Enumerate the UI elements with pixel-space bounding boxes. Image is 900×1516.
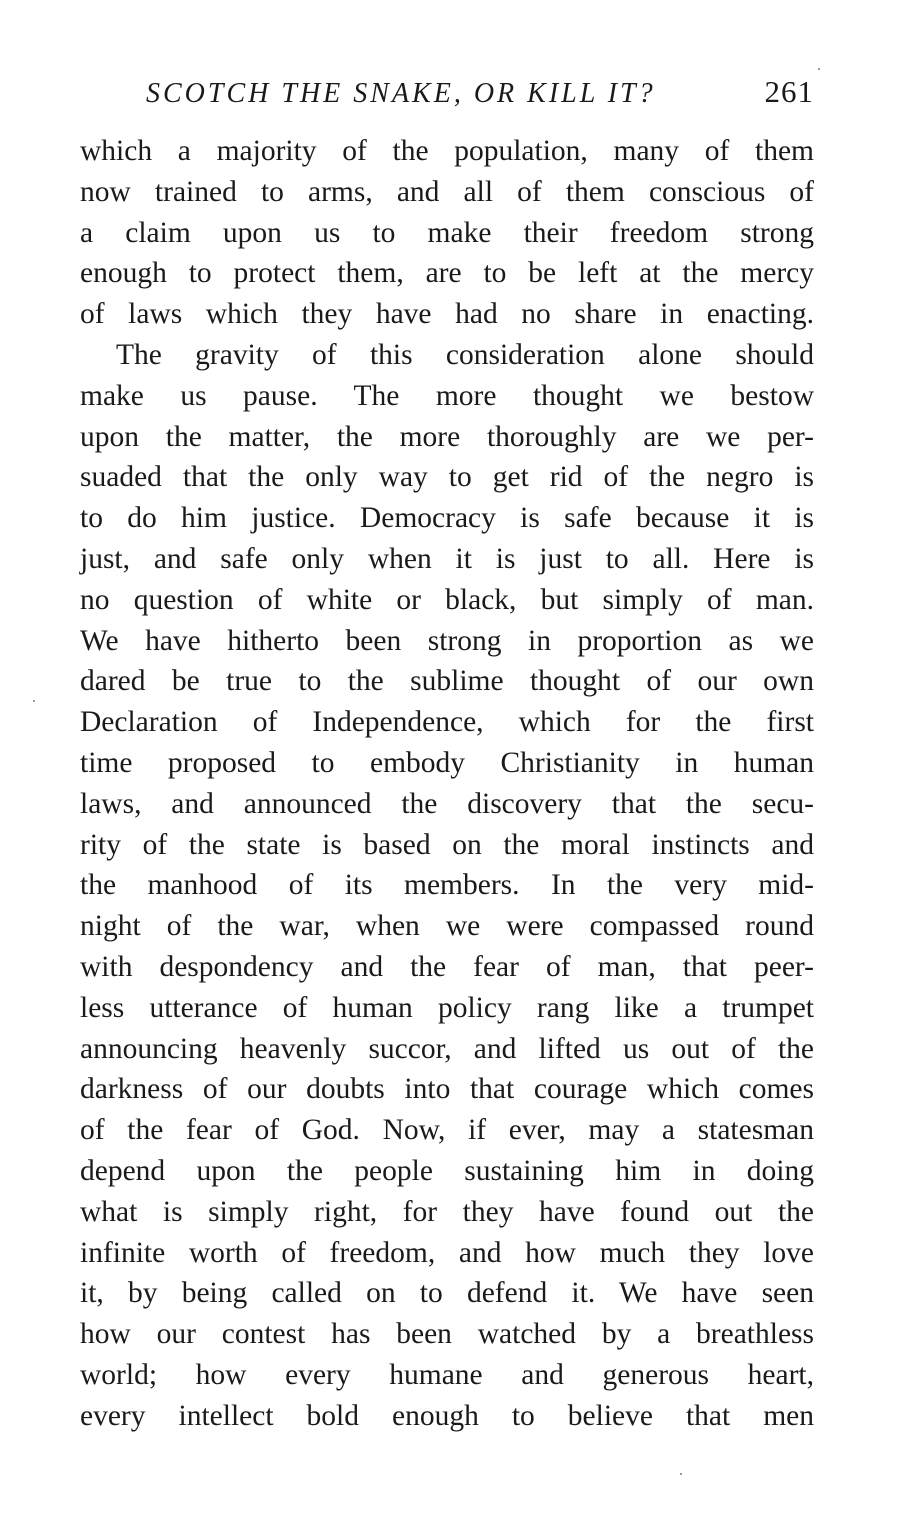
text-line: rity of the state is based on the moral instincts and — [80, 828, 814, 861]
text-line: how our contest has been watched by a breathless — [80, 1318, 814, 1351]
text-line: which a majority of the population, many of them — [80, 135, 814, 167]
text-line: depend upon the people sustaining him in doing — [80, 1154, 814, 1187]
text-line: world; how every humane and generous heart, — [80, 1358, 814, 1391]
print-speck — [680, 1473, 682, 1475]
text-line: with despondency and the fear of man, that peer- — [80, 950, 814, 983]
text-line: just, and safe only when it is just to all. Here is — [80, 542, 814, 575]
text-line: less utterance of human policy rang like a trumpet — [80, 991, 814, 1024]
text-line: Declaration of Independence, which for the first — [80, 706, 814, 739]
text-line: The gravity of this consideration alone should — [116, 338, 814, 371]
text-line: of laws which they have had no share in enacting. — [80, 298, 814, 331]
page-number: 261 — [764, 74, 814, 109]
running-title: SCOTCH THE SNAKE, OR KILL IT? — [146, 78, 656, 109]
text-line: darkness of our doubts into that courage which comes — [80, 1073, 814, 1106]
text-line: laws, and announced the discovery that the secu- — [80, 787, 814, 820]
text-line: the manhood of its members. In the very mid- — [80, 869, 814, 902]
text-line: to do him justice. Democracy is safe because it is — [80, 502, 814, 535]
text-line: announcing heavenly succor, and lifted us out of the — [80, 1032, 814, 1065]
text-line: of the fear of God. Now, if ever, may a statesman — [80, 1114, 814, 1147]
text-line: night of the war, when we were compassed round — [80, 910, 814, 943]
text-line: it, by being called on to defend it. We have seen — [80, 1277, 814, 1310]
text-line: no question of white or black, but simply of man. — [80, 583, 814, 616]
text-line: suaded that the only way to get rid of the negro is — [80, 461, 814, 494]
text-line: now trained to arms, and all of them conscious of — [80, 175, 814, 208]
text-line: make us pause. The more thought we bestow — [80, 379, 814, 412]
text-line: dared be true to the sublime thought of our own — [80, 665, 814, 698]
text-line: infinite worth of freedom, and how much they love — [80, 1236, 814, 1269]
running-head — [146, 74, 814, 118]
text-line: a claim upon us to make their freedom strong — [80, 216, 814, 249]
print-speck — [33, 700, 35, 702]
text-line: We have hitherto been strong in proportion as we — [80, 624, 814, 657]
body-text — [80, 131, 814, 1437]
print-speck — [818, 68, 820, 70]
text-line: what is simply right, for they have found out the — [80, 1195, 814, 1228]
text-line: upon the matter, the more thoroughly are we per- — [80, 420, 814, 453]
text-line: enough to protect them, are to be left at the mercy — [80, 257, 814, 290]
text-line: time proposed to embody Christianity in human — [80, 746, 814, 779]
text-line: every intellect bold enough to believe that men — [80, 1399, 814, 1432]
